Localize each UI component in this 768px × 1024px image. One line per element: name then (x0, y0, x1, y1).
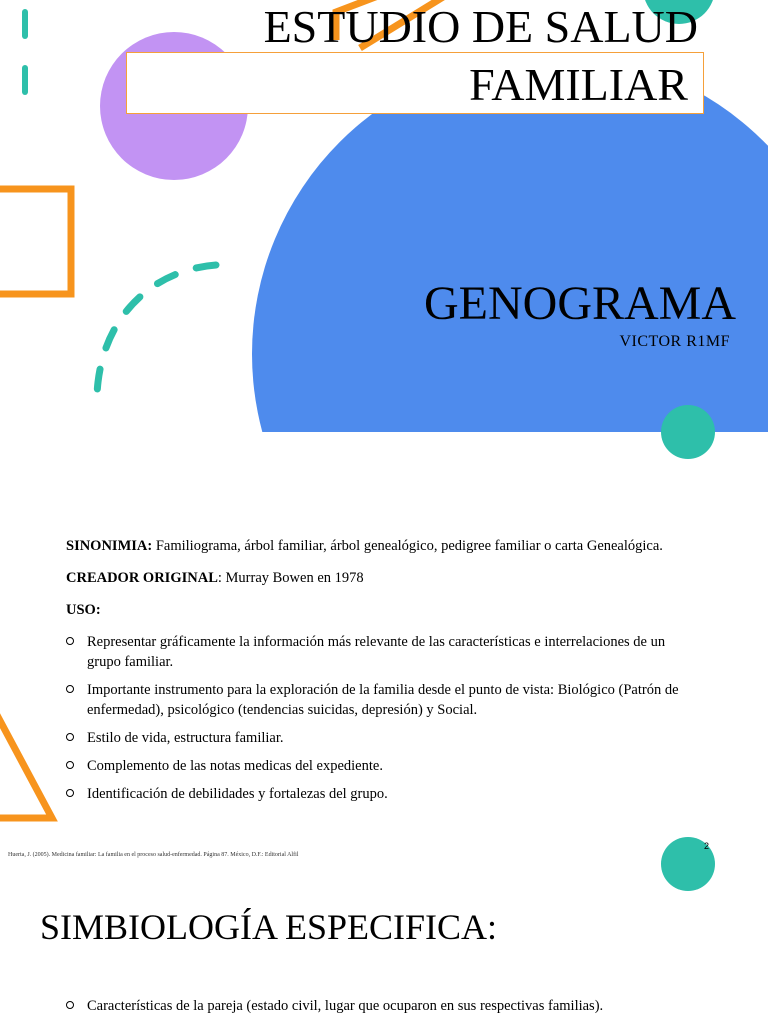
title-slide (0, 0, 768, 432)
list-item: Representar gráficamente la información más relevante de las características e interrelaciones de un grupo familiar. (66, 632, 696, 672)
page-number: 2 (704, 841, 710, 851)
author-label: VICTOR R1MF (619, 333, 730, 350)
orange-square-outline (0, 189, 71, 294)
teal-half-circle (661, 432, 715, 459)
list-item: Estilo de vida, estructura familiar. (66, 728, 696, 748)
teal-dashed-arc (97, 265, 216, 395)
list-item: Complemento de las notas medicas del expediente. (66, 756, 696, 776)
sinonimia-label: SINONIMIA: (66, 538, 153, 554)
main-heading: GENOGRAMA (424, 277, 736, 330)
content-body (66, 536, 696, 812)
teal-half-circle (661, 864, 715, 891)
sinonimia-text: Familiograma, árbol familiar, árbol genealógico, pedigree familiar o carta Genealógica. (152, 538, 663, 554)
title-line-2: FAMILIAR (469, 59, 688, 110)
creador-paragraph (66, 568, 696, 588)
creador-text: : Murray Bowen en 1978 (217, 570, 364, 586)
content-body (66, 996, 666, 1024)
reference-footnote: Huerta, J. (2005). Medicina familiar: La familia en el proceso salud-enfermedad. Página 87. México, D.F.: Editorial Alfil (8, 852, 299, 858)
list-item: Características de la pareja (estado civil, lugar que ocuparon en sus respectivas familias). (66, 996, 666, 1016)
creador-label: CREADOR ORIGINAL (66, 570, 218, 586)
symbology-list (66, 996, 666, 1016)
definition-slide (0, 432, 768, 864)
list-item: Identificación de debilidades y fortalezas del grupo. (66, 784, 696, 804)
uso-label (66, 600, 696, 620)
symbology-slide (0, 864, 768, 1024)
title-line-1: ESTUDIO DE SALUD (263, 1, 698, 52)
slide-heading: SIMBIOLOGÍA ESPECIFICA: (40, 907, 498, 947)
uso-label-text: USO: (66, 602, 101, 618)
orange-triangle-outline (0, 702, 52, 818)
uso-list (66, 632, 696, 804)
list-item: Importante instrumento para la exploración de la familia desde el punto de vista: Biológico (Patrón de enfermedad), psicológico (tendencias suicidas, depresión) y Social. (66, 680, 696, 720)
sinonimia-paragraph (66, 536, 696, 556)
